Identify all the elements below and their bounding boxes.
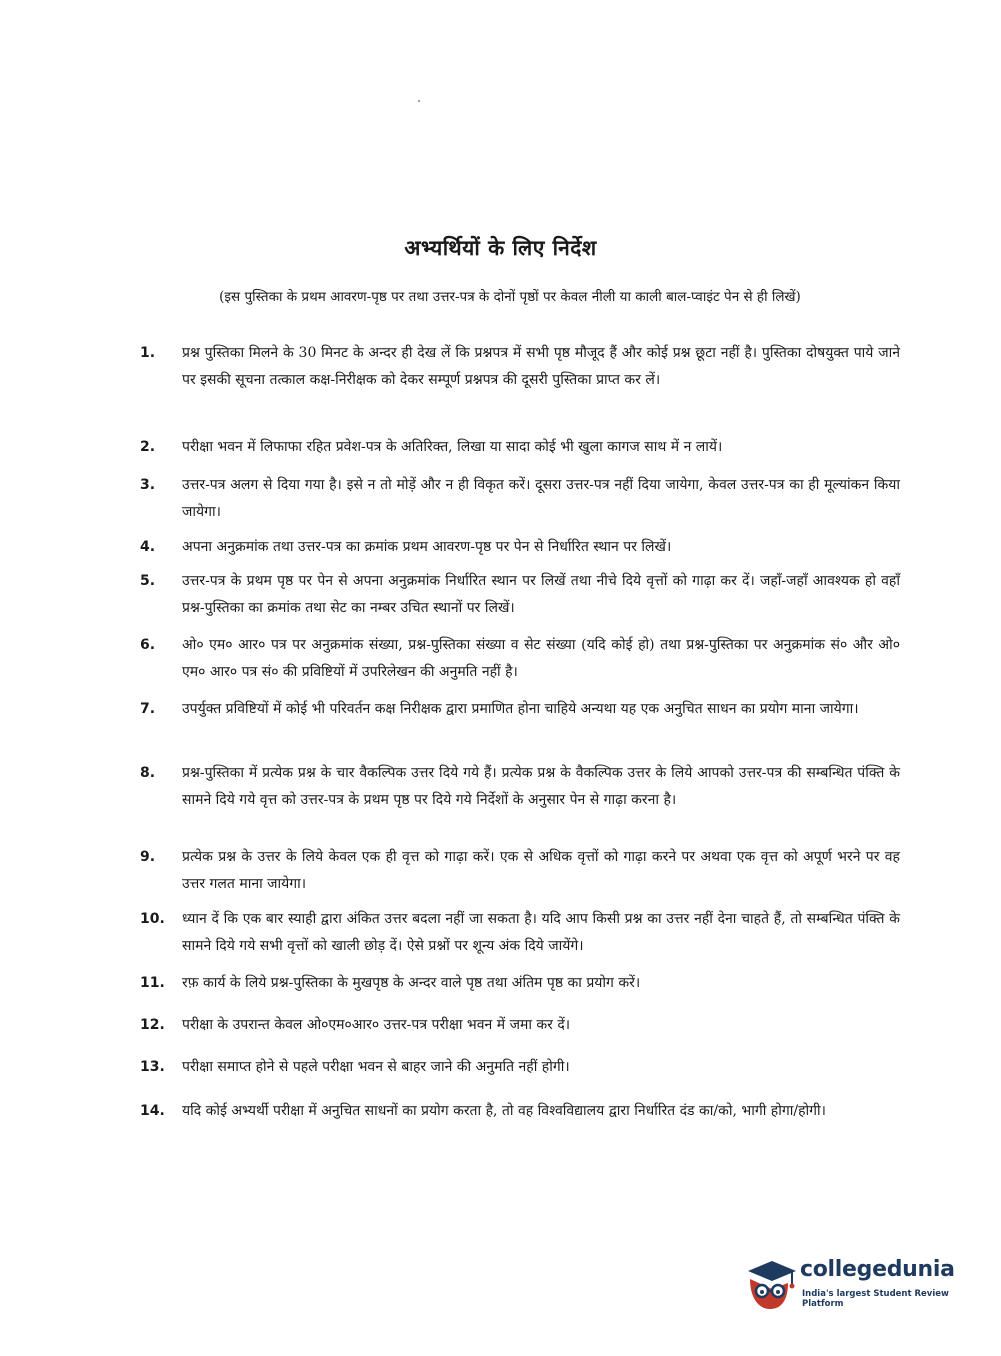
instruction-item <box>140 844 900 898</box>
instruction-item <box>140 696 900 723</box>
instruction-text: परीक्षा भवन में लिफाफा रहित प्रवेश-पत्र के अतिरिक्त, लिखा या सादा कोई भी खुला कागज साथ में न लायें। <box>182 439 723 455</box>
instruction-text: रफ़ कार्य के लिये प्रश्न-पुस्तिका के मुखपृष्ठ के अन्दर वाले पृष्ठ तथा अंतिम पृष्ठ का प्रयोग करें। <box>182 975 641 991</box>
instruction-text: परीक्षा समाप्त होने से पहले परीक्षा भवन से बाहर जाने की अनुमति नहीं होगी। <box>182 1059 570 1075</box>
instruction-text: अपना अनुक्रमांक तथा उत्तर-पत्र का क्रमांक प्रथम आवरण-पृष्ठ पर पेन से निर्धारित स्थान पर लिखें। <box>182 539 672 555</box>
scan-speck <box>418 100 420 102</box>
instruction-item <box>140 632 900 686</box>
instruction-number: 12. <box>140 1017 165 1033</box>
instruction-text: यदि कोई अभ्यर्थी परीक्षा में अनुचित साधनों का प्रयोग करता है, तो वह विश्वविद्यालय द्वारा निर्धारित दंड का/को, भागी होगा/होगी। <box>182 1103 826 1119</box>
instruction-number: 7. <box>140 701 156 717</box>
instruction-text: प्रश्न पुस्तिका मिलने के 30 मिनट के अन्दर ही देख लें कि प्रश्नपत्र में सभी पृष्ठ मौजूद हैं और कोई प्रश्न छूटा नहीं है। पुस्तिका दोषयुक्त पाये जाने पर इसकी सूचना तत्काल कक्ष-निरीक्षक को देकर सम्पूर्ण प्रश्नपत्र की दूसरी पुस्तिका प्राप्त कर लें। <box>182 345 900 388</box>
instruction-item <box>140 434 900 461</box>
instruction-item <box>140 472 900 526</box>
instruction-text: उत्तर-पत्र अलग से दिया गया है। इसे न तो मोड़ें और न ही विकृत करें। दूसरा उत्तर-पत्र नहीं दिया जायेगा, केवल उत्तर-पत्र का ही मूल्यांकन किया जायेगा। <box>182 477 900 520</box>
logo-name: collegedunia <box>800 1257 955 1282</box>
logo-tagline: India's largest Student Review Platform <box>802 1289 949 1309</box>
instruction-number: 11. <box>140 975 165 991</box>
instruction-number: 5. <box>140 573 156 589</box>
instruction-text: प्रत्येक प्रश्न के उत्तर के लिये केवल एक ही वृत्त को गाढ़ा करें। एक से अधिक वृत्तों को गाढ़ा करने पर अथवा एक वृत्त को अपूर्ण भरने पर वह उत्तर गलत माना जायेगा। <box>182 849 900 892</box>
instruction-number: 14. <box>140 1103 165 1119</box>
instruction-item <box>140 340 900 394</box>
instruction-number: 10. <box>140 911 165 927</box>
instruction-item <box>140 534 900 561</box>
instruction-text: उत्तर-पत्र के प्रथम पृष्ठ पर पेन से अपना अनुक्रमांक निर्धारित स्थान पर लिखें तथा नीचे दिये वृत्तों को गाढ़ा कर दें। जहाँ-जहाँ आवश्यक हो वहाँ प्रश्न-पुस्तिका का क्रमांक तथा सेट का नम्बर उचित स्थानों पर लिखें। <box>182 573 900 616</box>
instruction-item <box>140 1054 900 1081</box>
instruction-item <box>140 970 900 997</box>
mascot-icon <box>742 1249 798 1313</box>
instruction-item <box>140 1098 900 1125</box>
instruction-text: प्रश्न-पुस्तिका में प्रत्येक प्रश्न के चार वैकल्पिक उत्तर दिये गये हैं। प्रत्येक प्रश्न के वैकल्पिक उत्तर के लिये आपको उत्तर-पत्र की सम्बन्धित पंक्ति के सामने दिये गये वृत्त को उत्तर-पत्र के प्रथम पृष्ठ पर दिये गये निर्देशों के अनुसार पेन से गाढ़ा करना है। <box>182 765 900 808</box>
instruction-number: 6. <box>140 637 156 653</box>
instruction-text: उपर्युक्त प्रविष्टियों में कोई भी परिवर्तन कक्ष निरीक्षक द्वारा प्रमाणित होना चाहिये अन्यथा यह एक अनुचित साधन का प्रयोग माना जायेगा। <box>182 701 859 717</box>
page-subtitle: (इस पुस्तिका के प्रथम आवरण-पृष्ठ पर तथा उत्तर-पत्र के दोनों पृष्ठों पर केवल नीली या काली बाल-प्वाइंट पेन से ही लिखें) <box>219 289 801 305</box>
instruction-number: 4. <box>140 539 156 555</box>
instruction-item <box>140 906 900 960</box>
instruction-number: 1. <box>140 345 156 361</box>
collegedunia-logo[interactable] <box>742 1249 974 1313</box>
instruction-item <box>140 568 900 622</box>
instruction-number: 3. <box>140 477 156 493</box>
instruction-number: 8. <box>140 765 156 781</box>
instruction-text: परीक्षा के उपरान्त केवल ओ०एम०आर० उत्तर-पत्र परीक्षा भवन में जमा कर दें। <box>182 1017 571 1033</box>
instruction-item <box>140 1012 900 1039</box>
instruction-number: 2. <box>140 439 156 455</box>
page-title: अभ्यर्थियों के लिए निर्देश <box>404 235 597 260</box>
instruction-text: ओ० एम० आर० पत्र पर अनुक्रमांक संख्या, प्रश्न-पुस्तिका संख्या व सेट संख्या (यदि कोई हो) तथा प्रश्न-पुस्तिका पर अनुक्रमांक सं० और ओ० एम० आर० पत्र सं० की प्रविष्टियों में उपरिलेखन की अनुमति नहीं है। <box>182 637 900 680</box>
instruction-item <box>140 760 900 814</box>
instruction-text: ध्यान दें कि एक बार स्याही द्वारा अंकित उत्तर बदला नहीं जा सकता है। यदि आप किसी प्रश्न का उत्तर नहीं देना चाहते हैं, तो सम्बन्धित पंक्ति के सामने दिये गये सभी वृत्तों को खाली छोड़ दें। ऐसे प्रश्नों पर शून्य अंक दिये जायेंगे। <box>182 911 900 954</box>
instruction-number: 13. <box>140 1059 165 1075</box>
instruction-number: 9. <box>140 849 156 865</box>
